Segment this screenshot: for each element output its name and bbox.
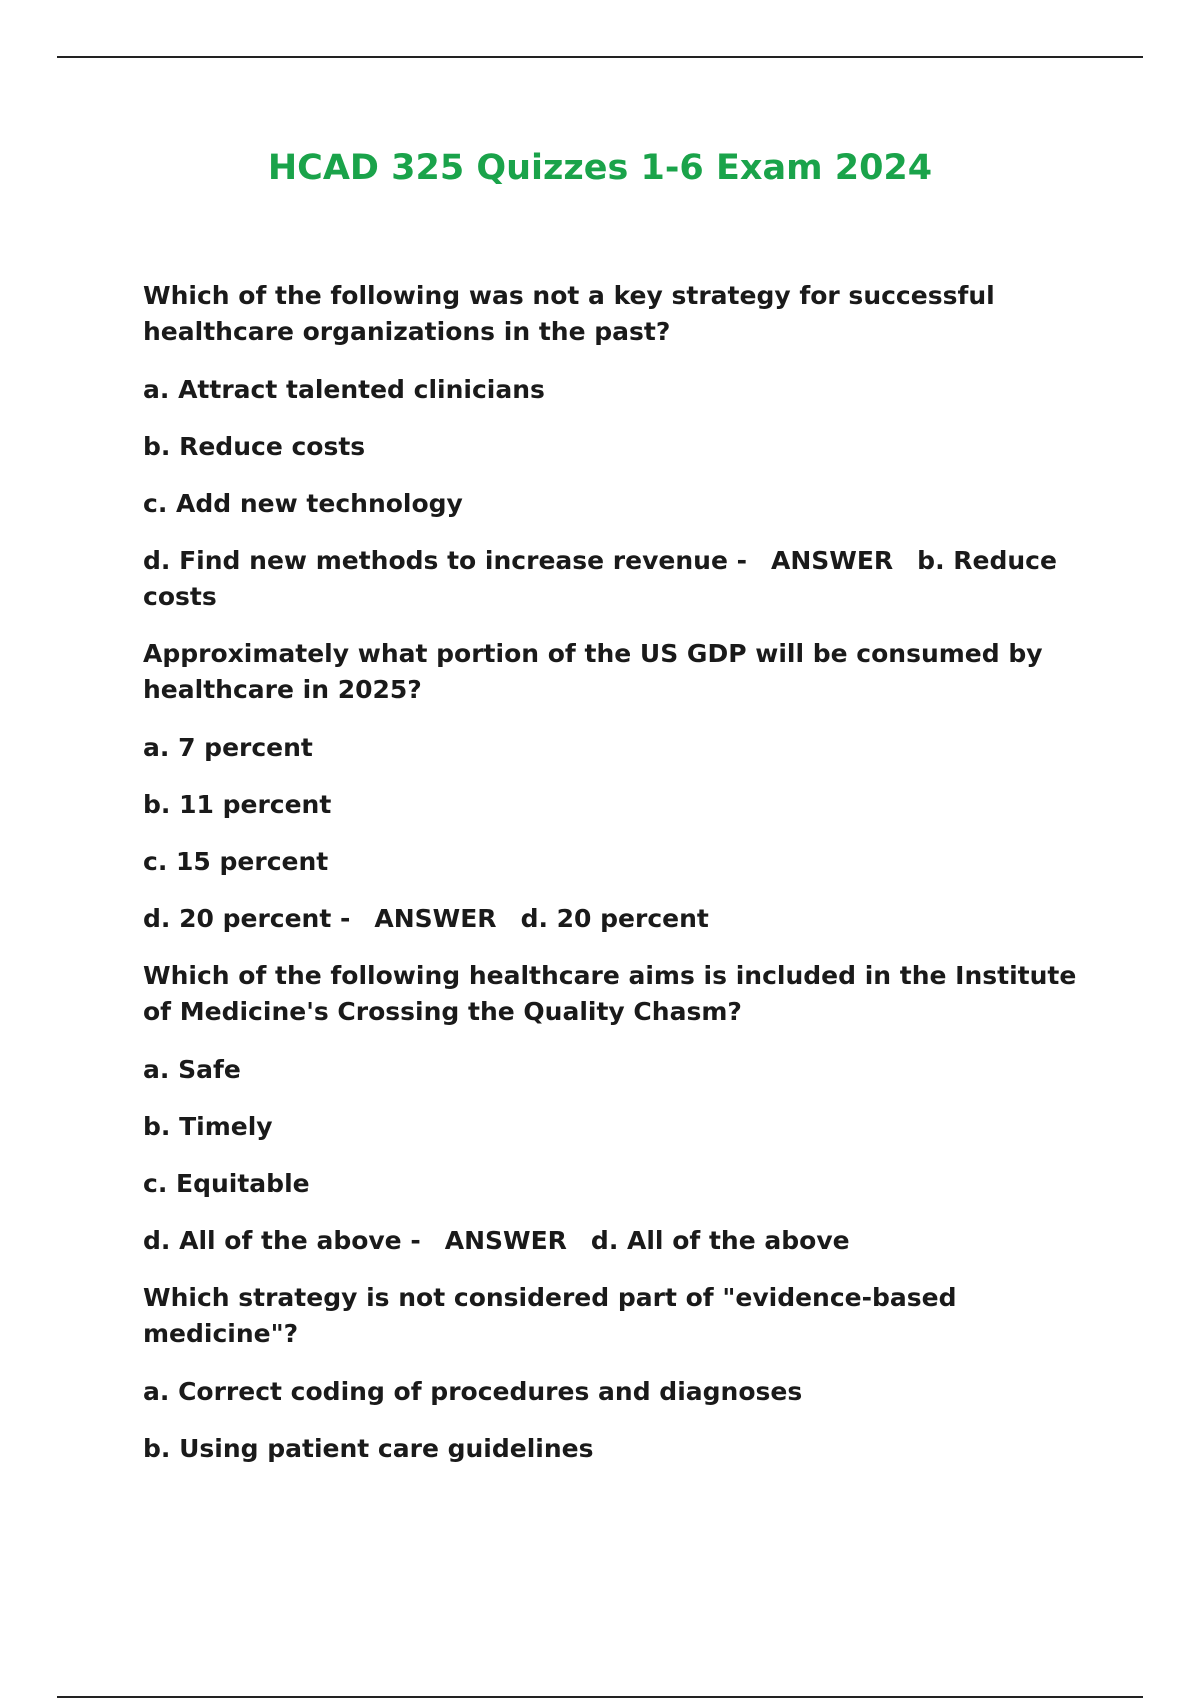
option-b: b. Reduce costs	[143, 432, 366, 461]
option-a: a. Attract talented clinicians	[143, 375, 545, 404]
option-d: d. 20 percent -	[143, 904, 351, 933]
option-b: b. Timely	[143, 1112, 273, 1141]
answer-label: ANSWER	[770, 546, 894, 575]
answer-text: d. 20 percent	[520, 904, 709, 933]
option-d-with-answer	[143, 901, 1103, 937]
top-divider	[57, 56, 1143, 58]
question-block-4	[143, 1280, 1103, 1467]
question-block-2	[143, 636, 1103, 937]
option-d: d. All of the above -	[143, 1226, 421, 1255]
option-a: a. Correct coding of procedures and diagnoses	[143, 1377, 803, 1406]
option-d-with-answer	[143, 543, 1103, 615]
option-c: c. Equitable	[143, 1169, 310, 1198]
quiz-content	[143, 278, 1103, 1488]
option-d: d. Find new methods to increase revenue -	[143, 546, 747, 575]
question-block-1	[143, 278, 1103, 615]
option-c: c. Add new technology	[143, 489, 463, 518]
question-block-3	[143, 958, 1103, 1259]
answer-text: d. All of the above	[590, 1226, 850, 1255]
option-d-with-answer	[143, 1223, 1103, 1259]
option-b: b. Using patient care guidelines	[143, 1434, 594, 1463]
option-c: c. 15 percent	[143, 847, 329, 876]
question-text: Which of the following was not a key strategy for successful healthcare organizations in the past?	[143, 281, 995, 346]
option-b: b. 11 percent	[143, 790, 332, 819]
answer-label: ANSWER	[374, 904, 497, 933]
question-text: Which of the following healthcare aims is included in the Institute of Medicine's Crossing the Quality Chasm?	[143, 961, 1077, 1026]
question-text: Which strategy is not considered part of "evidence-based medicine"?	[143, 1283, 957, 1348]
answer-text: b. Reduce costs	[143, 546, 1057, 611]
page-title: HCAD 325 Quizzes 1-6 Exam 2024	[267, 148, 933, 188]
answer-label: ANSWER	[444, 1226, 567, 1255]
option-a: a. 7 percent	[143, 733, 313, 762]
bottom-divider	[57, 1696, 1143, 1698]
option-a: a. Safe	[143, 1055, 241, 1084]
question-text: Approximately what portion of the US GDP will be consumed by healthcare in 2025?	[143, 639, 1043, 704]
